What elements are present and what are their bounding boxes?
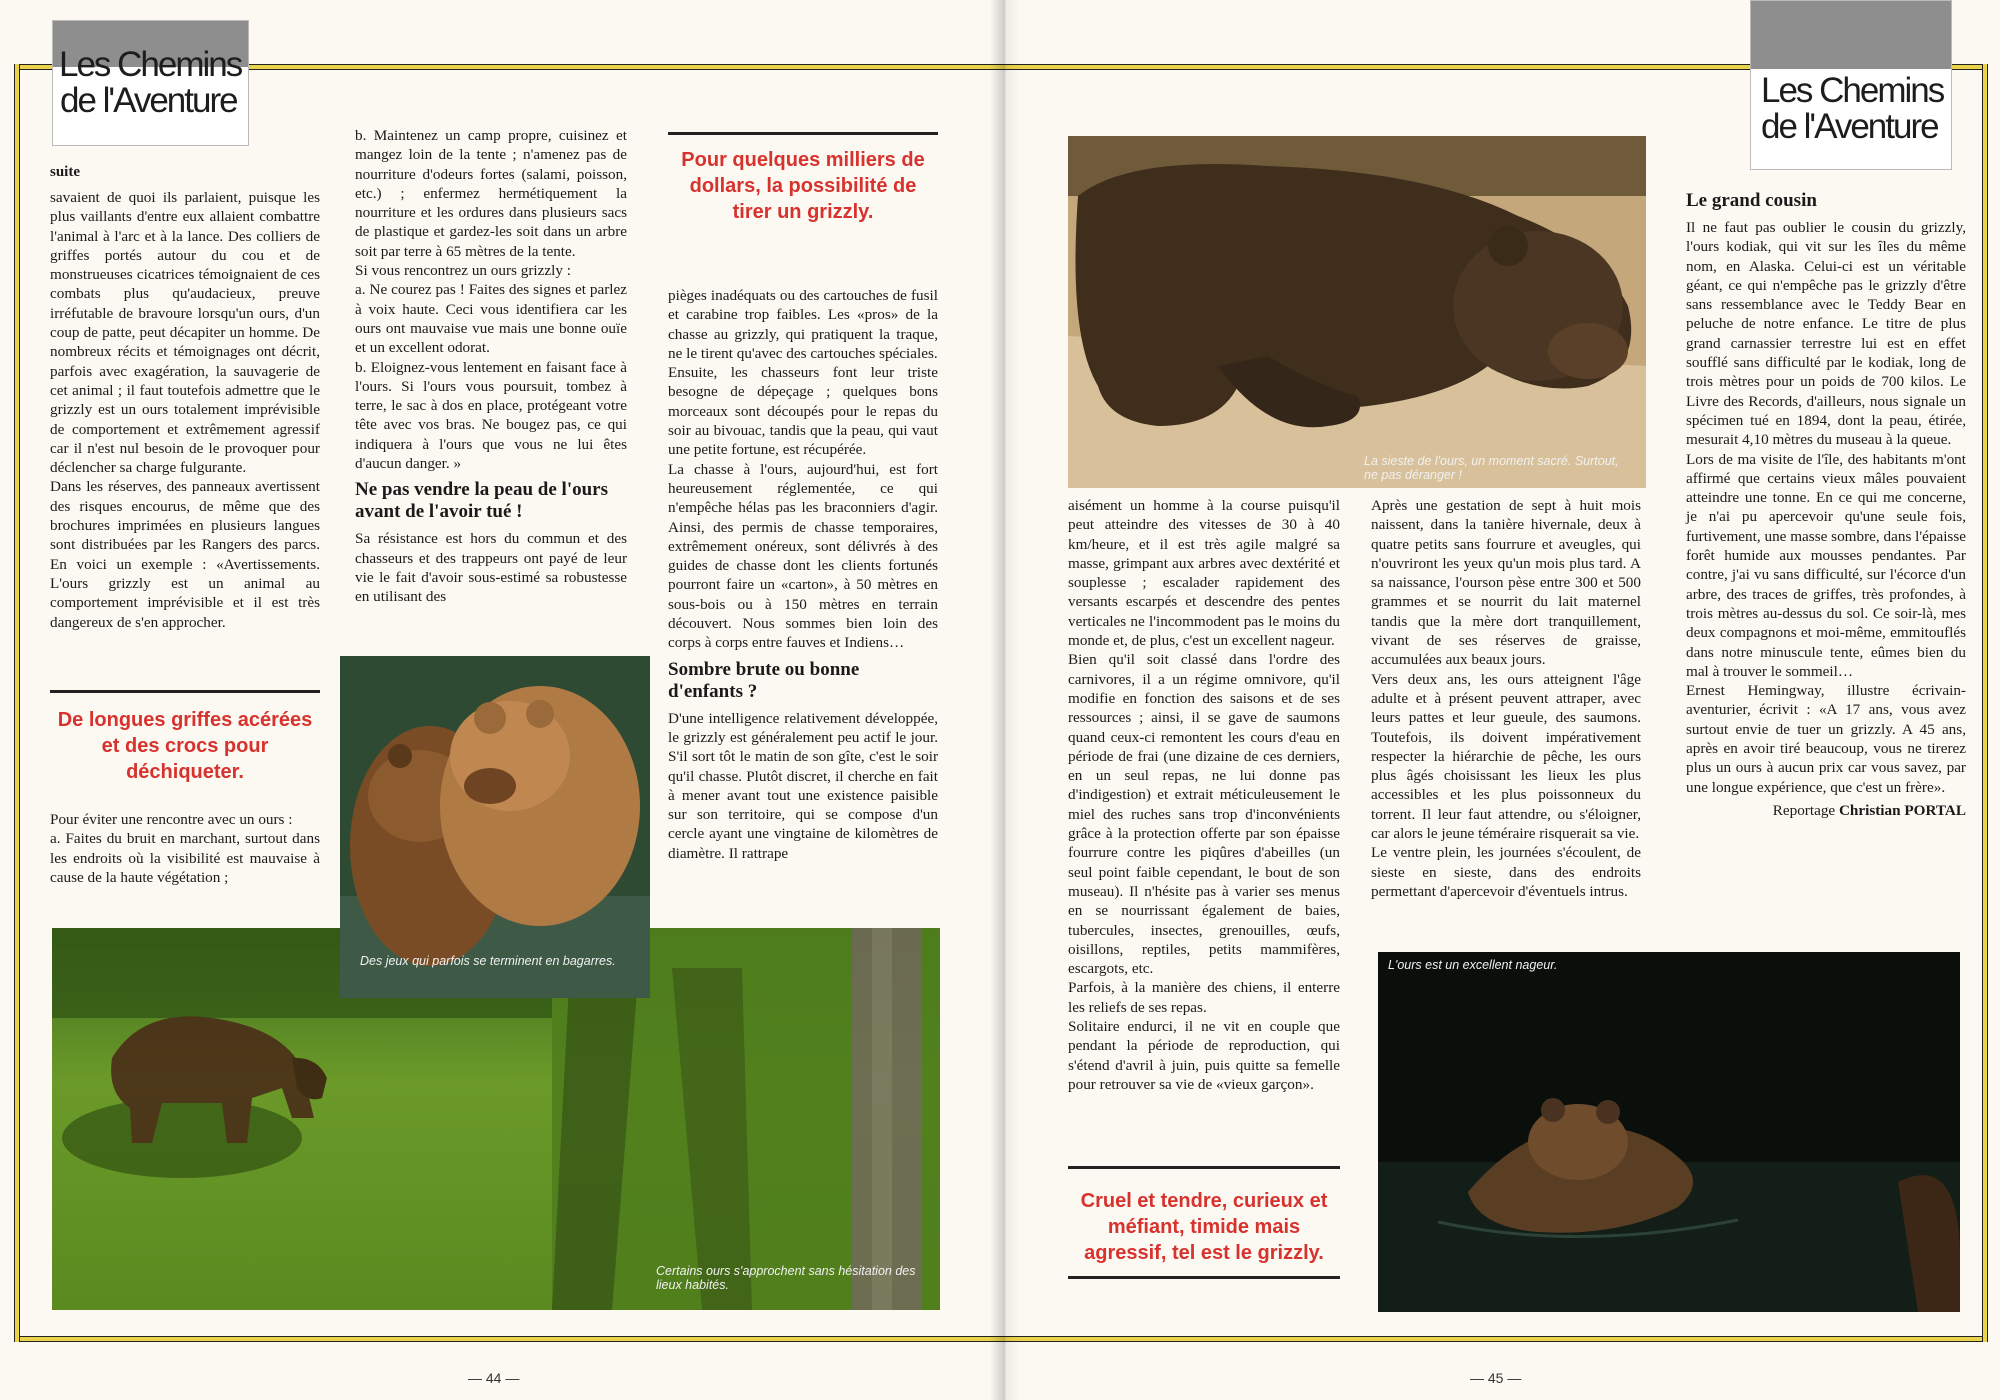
paragraph: D'une intelligence relativement développée, le grizzly est généralement peu actif le jour. S'il sort tôt le matin de son gîte, c'est le soir qu'il chasse. Plutôt discret, il cherche en fait à mener avant tout une existence paisible sur son territoire, qui se compose d'un cercle ayant une vingtaine de kilomètres de diamètre. Il rattrape bbox=[668, 709, 938, 862]
paragraph: a. Faites du bruit en marchant, surtout dans les endroits où la visibilité est mauvaise à cause de la haute végétation ; bbox=[50, 830, 320, 886]
section-header-line2: de l'Aventure bbox=[60, 81, 237, 120]
paragraph: savaient de quoi ils parlaient, puisque les plus vaillants d'entre eux allaient combattre l'animal à l'arc et à la lance. Des colliers de griffes portés autour du cou et de monstrueuses cicatrices témoignaient de ces combats plus qu'audacieux, preuve irréfutable de bravoure lorsqu'un ours, d'un coup de patte, peut décapiter un homme. De nombreux récits et témoignages ont décrit, parfois avec exagération, la sauvagerie de cet animal ; il faut toutefois admettre que le grizzly est un ours totalement imprévisible de comportement et extrêmement agressif car il n'est nul besoin de le provoquer pour déclencher sa charge fulgurante. bbox=[50, 189, 320, 477]
swimming-bear-illustration bbox=[1378, 952, 1960, 1312]
section-header-line1: Les Chemins bbox=[59, 45, 242, 84]
paragraph: Si vous rencontrez un ours grizzly : bbox=[355, 262, 571, 280]
paragraph: Le ventre plein, les journées s'écoulent, de sieste en sieste, dans des endroits permettant d'apercevoir d'éventuels intrus. bbox=[1371, 844, 1641, 900]
paragraph: Ensuite, les chasseurs font leur triste besogne de dépeçage ; quelques bons morceaux sont découpés pour le repas du soir au bivouac, tandis que la peau, qui vaut une petite fortune, est récupérée. bbox=[668, 364, 938, 459]
bears-playing-illustration bbox=[340, 656, 650, 998]
yellow-frame-bottom-right bbox=[1004, 1336, 1986, 1342]
right-column-2 bbox=[1371, 496, 1641, 901]
right-column-3 bbox=[1686, 190, 1966, 820]
pull-quote-cruel: Cruel et tendre, curieux et méfiant, timide mais agressif, tel est le grizzly. bbox=[1068, 1188, 1340, 1279]
paragraph: Après une gestation de sept à huit mois naissent, dans la tanière hivernale, deux à quatre petits sans fourrure et aveugles, qui n'ouvriront les yeux qu'un mois plus tard. A sa naissance, l'ourson pèse entre 300 et 500 grammes et se nourrit du lait maternel tandis que la mère dort tranquillement, vivant de ses réserves de graisse, accumulées aux beaux jours. bbox=[1371, 497, 1641, 669]
right-column-1 bbox=[1068, 496, 1340, 1094]
page-number-left: — 44 — bbox=[468, 1370, 520, 1386]
paragraph: Pour éviter une rencontre avec un ours : bbox=[50, 811, 293, 828]
suite-label: suite bbox=[50, 164, 80, 180]
paragraph: Parfois, à la manière des chiens, il enterre les reliefs de ses repas. bbox=[1068, 979, 1340, 1016]
subheading-brute: Sombre brute ou bonne d'enfants ? bbox=[668, 658, 860, 702]
paragraph: Bien qu'il soit classé dans l'ordre des carnivores, il a un régime omnivore, qu'il modifie en fonction des saisons et de ses ressources ; ainsi, il se gave de saumons quand ceux-ci remontent les cours d'eau en période de frai (une dizaine de ces derniers, en un seul repas, ne lui donne pas d'indigestion) et extrait méticuleusement le miel des ruches sans trop d'inconvénients grâce à la protection offerte par son épaisse fourrure contre les piqûres d'abeilles (un seul point faible cependant, le bout de son museau). Il n'hésite pas à varier ses menus en se nourrissant également de baies, tubercules, insectes, grenouilles, œufs, oisillons, reptiles, petits mammifères, escargots, etc. bbox=[1068, 651, 1340, 978]
yellow-frame-right bbox=[1982, 64, 1988, 1342]
subheading-skin: Ne pas vendre la peau de l'ours avant de l'avoir tué ! bbox=[355, 479, 609, 523]
paragraph: aisément un homme à la course puisqu'il peut atteindre des vitesses de 30 à 40 km/heure, et il est très agile malgré sa masse, grimpant aux arbres avec dextérité et souplesse ; escalader rapidement des versants escarpés et descendre des pentes verticales ne l'incommodent pas le moins du monde et, de plus, c'est un excellent nageur. bbox=[1068, 497, 1340, 650]
rule bbox=[1068, 1166, 1340, 1169]
caption-playing: Des jeux qui parfois se terminent en bagarres. bbox=[360, 954, 616, 968]
paragraph: a. Ne courez pas ! Faites des signes et parlez à voix haute. Ceci vous identifiera car les ours ont mauvaise vue mais une bonne ouïe et un excellent odorat. bbox=[355, 281, 627, 357]
byline bbox=[1686, 801, 1966, 820]
pull-quote-dollars: Pour quelques milliers de dollars, la possibilité de tirer un grizzly. bbox=[668, 132, 938, 225]
byline-name: Christian PORTAL bbox=[1838, 801, 1966, 819]
paragraph: Lors de ma visite de l'île, des habitants m'ont affirmé que certains vieux mâles pouvaient atteindre une tonne. En ce qui me concerne, je n'ai pu apercevoir qu'une seule fois, furtivement, une masse sombre, dans l'épaisse forêt humide aux mousses pendantes. Par contre, j'ai vu sans difficulté, sur l'écorce d'un arbre, des traces de griffes, très profondes, à trois mètres au-dessus du sol. Ce soir-là, mes deux compagnons et moi-même, emmitouflés dans notre minuscule tente, eûmes bien du mal à trouver le sommeil… bbox=[1686, 450, 1966, 680]
paragraph: Vers deux ans, les ours atteignent l'âge adulte et à présent peuvent attraper, avec leurs pattes et leur gueule, des saumons. Toutefois, ils doivent impérativement respecter la hiérarchie de pêche, les ours plus âgés choisissant les lieux les plus accessibles et les plus poissonneux du torrent. Il leur faut attendre, ou s'éloigner, car alors le jeune téméraire risquerait sa vie. bbox=[1371, 670, 1641, 843]
paragraph: pièges inadéquats ou des cartouches de fusil et carabine trop faibles. Les «pros» de la chasse au grizzly, qui pratiquent la traque, ne le tirent qu'avec des cartouches spéciales. bbox=[668, 287, 938, 362]
left-column-2 bbox=[355, 126, 627, 607]
photo-sleeping-bear bbox=[1068, 136, 1646, 488]
section-header bbox=[52, 20, 249, 146]
binding-gutter bbox=[990, 0, 1020, 1400]
paragraph: b. Eloignez-vous lentement en faisant face à l'ours. Si l'ours vous poursuit, tombez à terre, le sac à dos en place, protégeant votre tête avec vos bras. Ne bougez pas, ce qui indiquera à l'ours que vous ne lui êtes d'aucun danger. » bbox=[355, 358, 627, 473]
section-header-line1: Les Chemins bbox=[1761, 71, 1944, 110]
yellow-frame-left bbox=[14, 64, 20, 1342]
paragraph: Ernest Hemingway, illustre écrivain-aventurier, écrivit : «A 17 ans, vous avez surtout envie de tuer un grizzly. A 45 ans, après en avoir tiré beaucoup, vous ne tirerez plus un ours à aucun prix car vous savez, par une longue expérience, que c'est un frère». bbox=[1686, 682, 1966, 796]
caption-swimming: L'ours est un excellent nageur. bbox=[1388, 958, 1558, 972]
paragraph: b. Maintenez un camp propre, cuisinez et mangez loin de la tente ; n'amenez pas de nourriture d'odeurs fortes (salami, poisson, etc.) ; enfermez hermétiquement la nourriture et les ordures dans plusieurs sacs de plastique et gardez-les soit dans un arbre soit par terre à 65 mètres de la tente. bbox=[355, 127, 627, 260]
caption-sleeping: La sieste de l'ours, un moment sacré. Surtout, ne pas déranger ! bbox=[1364, 454, 1619, 482]
yellow-frame-bottom bbox=[14, 1336, 1004, 1342]
sleeping-bear-illustration bbox=[1068, 136, 1646, 488]
paragraph: Il ne faut pas oublier le cousin du grizzly, l'ours kodiak, qui vit sur les îles du même nom, en Alaska. Celui-ci est un véritable géant, ce qui n'empêche pas le grizzly d'être sans ressemblance avec le Teddy Bear en peluche de notre enfance. Le titre de plus grand carnassier terrestre lui est en effet soufflé sans difficulté par le kodiak, long de trois mètres pour un poids de 700 kilos. Le Livre des Records, d'ailleurs, nous signale un spécimen tué en 1894, dont la peau, étirée, mesurait 4,10 mètres du museau à la queue. bbox=[1686, 219, 1966, 449]
page-number-right: — 45 — bbox=[1470, 1370, 1522, 1386]
paragraph: La chasse à l'ours, aujourd'hui, est fort heureusement réglementée, ce qui n'empêche hélas pas les braconniers d'agir. Ainsi, des permis de chasse temporaires, extrêmement onéreux, sont délivrés à des guides de chasse dont les clients fortunés pourront faire un «carton», à 50 mètres en sous-bois ou à 150 mètres en terrain découvert. Nous sommes bien loin des corps à corps entre fauves et Indiens… bbox=[668, 460, 938, 652]
left-column-1 bbox=[50, 188, 320, 632]
right-page bbox=[1004, 0, 2000, 1400]
subheading-cousin: Le grand cousin bbox=[1686, 190, 1817, 211]
pull-quote-claws: De longues griffes acérées et des crocs pour déchiqueter. bbox=[50, 690, 320, 785]
section-header-line2: de l'Aventure bbox=[1761, 107, 1938, 146]
left-column-1-bottom bbox=[50, 810, 320, 887]
paragraph: Dans les réserves, des panneaux avertissent des risques encourus, de même que des brochures imprimées en plusieurs langues sont distribuées par les Rangers des parcs. En voici un exemple : «Avertissements. L'ours grizzly est un animal au comportement imprévisible et il est très dangereux de s'en approcher. bbox=[50, 478, 320, 631]
photo-bears-playing bbox=[340, 656, 650, 998]
paragraph: Sa résistance est hors du commun et des chasseurs et des trappeurs ont payé de leur vie le fait d'avoir sous-estimé sa robustesse en utilisant des bbox=[355, 530, 627, 606]
paragraph: Solitaire endurci, il ne vit en couple que pendant la période de reproduction, qui s'étend d'avril à juin, puis quitte sa femelle pour retrouver sa vie de «vieux garçon». bbox=[1068, 1018, 1340, 1093]
photo-swimming-bear bbox=[1378, 952, 1960, 1312]
byline-label: Reportage bbox=[1772, 801, 1836, 819]
caption-meadow: Certains ours s'approchent sans hésitation des lieux habités. bbox=[656, 1264, 916, 1292]
left-column-3 bbox=[668, 286, 938, 863]
section-header-right bbox=[1750, 0, 1952, 170]
